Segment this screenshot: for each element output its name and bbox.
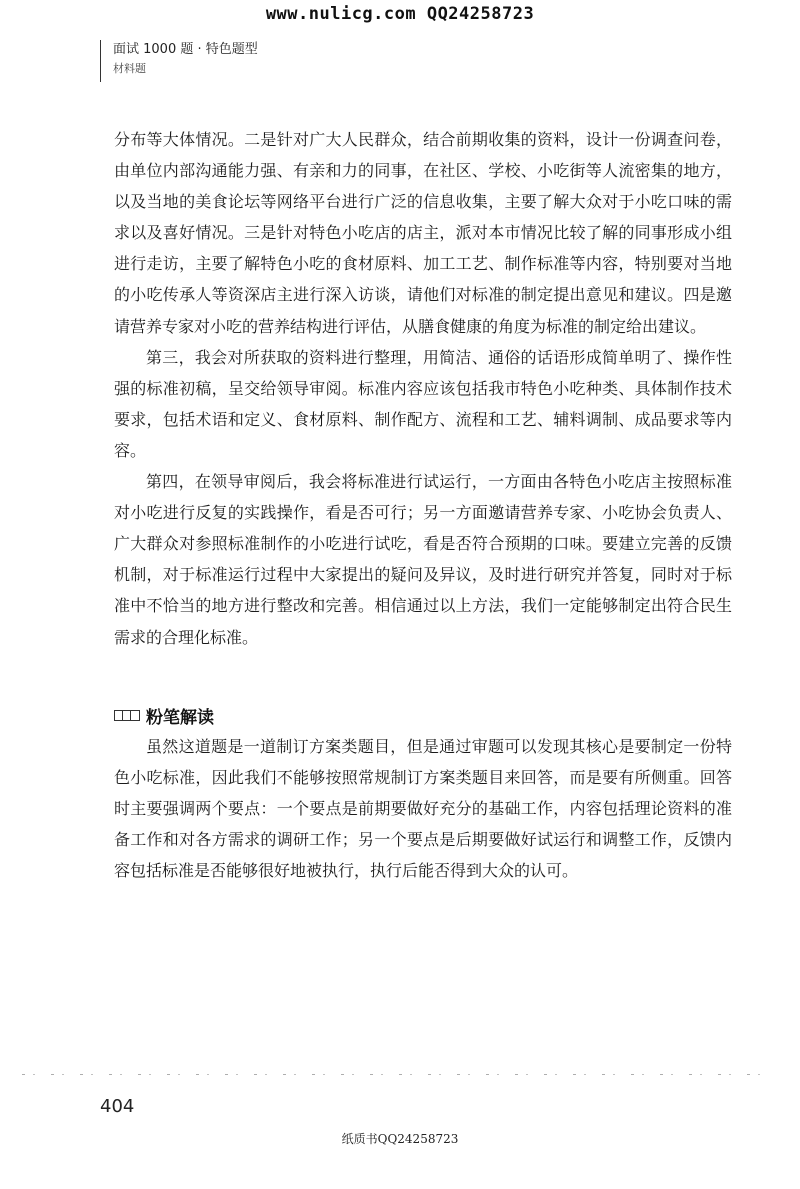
running-header	[100, 40, 258, 82]
commentary-title: 粉笔解读	[146, 707, 214, 728]
commentary-text: 虽然这道题是一道制订方案类题目，但是通过审题可以发现其核心是要制定一份特色小吃标准，因此我们不能够按照常规制订方案类题目来回答，而是要有所侧重。回答时主要强调两个要点：一个要点是前期要做好充分的基础工作，内容包括理论资料的准备工作和对各方需求的调研工作；另一个要点是后期要做好试运行和调整工作，反馈内容包括标准是否能够很好地被执行，执行后能否得到大众的认可。	[114, 736, 732, 880]
bottom-watermark: 纸质书QQ24258723	[341, 1132, 459, 1146]
scan-noise-line	[22, 1074, 762, 1075]
top-watermark: www.nulicg.com QQ24258723	[265, 4, 535, 24]
section-label: 材料题	[113, 62, 146, 75]
page-number: 404	[100, 1096, 135, 1117]
body-text	[114, 124, 732, 886]
paragraph-step-three: 第三，我会对所获取的资料进行整理，用简洁、通俗的话语形成简单明了、操作性强的标准初稿，呈交给领导审阅。标准内容应该包括我市特色小吃种类、具体制作技术要求，包括术语和定义、食材原料、制作配方、流程和工艺、辅料调制、成品要求等内容。	[114, 347, 732, 460]
paragraph-continuation: 分布等大体情况。二是针对广大人民群众，结合前期收集的资料，设计一份调查问卷，由单位内部沟通能力强、有亲和力的同事，在社区、学校、小吃街等人流密集的地方，以及当地的美食论坛等网络平台进行广泛的信息收集，主要了解大众对于小吃口味的需求以及喜好情况。三是针对特色小吃店的店主，派对本市情况比较了解的同事形成小组进行走访，主要了解特色小吃的食材原料、加工工艺、制作标准等内容，特别要对当地的小吃传承人等资深店主进行深入访谈，请他们对标准的制定提出意见和建议。四是邀请营养专家对小吃的营养结构进行评估，从膳食健康的角度为标准的制定给出建议。	[114, 130, 732, 336]
paragraph-step-four: 第四，在领导审阅后，我会将标准进行试运行，一方面由各特色小吃店主按照标准对小吃进行反复的实践操作，看是否可行；另一方面邀请营养专家、小吃协会负责人、广大群众对参照标准制作的小吃进行试吃，看是否符合预期的口味。要建立完善的反馈机制，对于标准运行过程中大家提出的疑问及异议，及时进行研究并答复，同时对于标准中不恰当的地方进行整改和完善。相信通过以上方法，我们一定能够制定出符合民生需求的合理化标准。	[114, 472, 732, 647]
series-title: 面试 1000 题 · 特色题型	[113, 42, 258, 57]
commentary-heading	[114, 700, 732, 731]
chalk-box-icon	[114, 710, 140, 721]
spacer	[114, 653, 732, 700]
